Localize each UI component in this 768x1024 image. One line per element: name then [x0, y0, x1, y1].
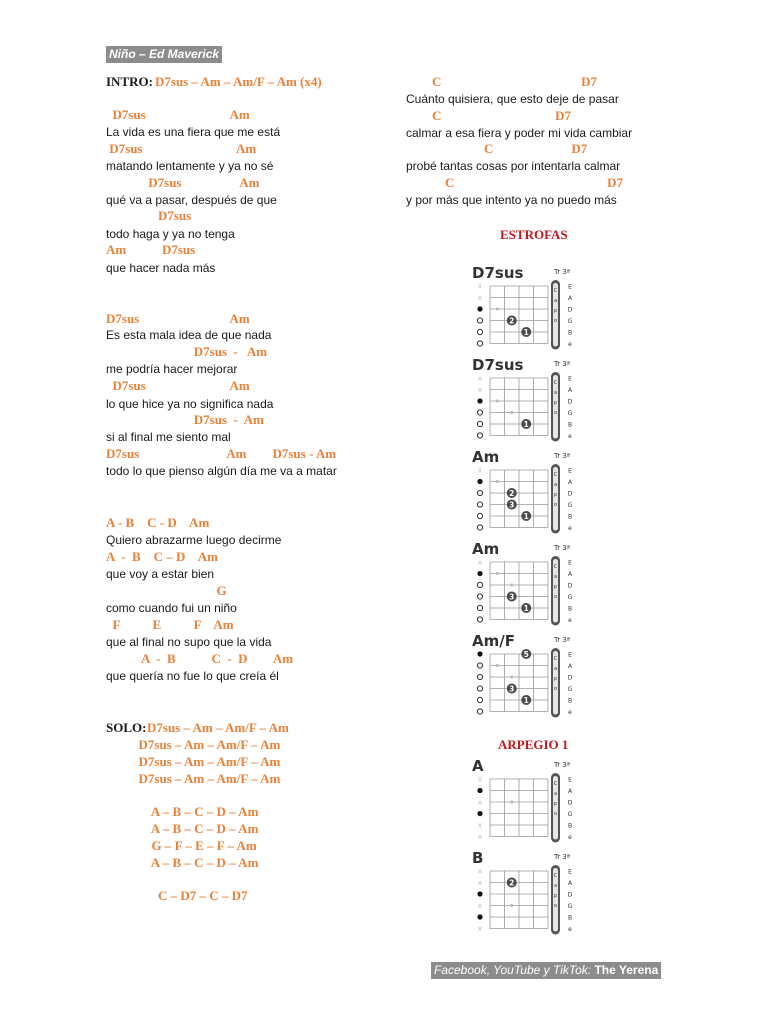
- root-string-marker: [477, 914, 482, 919]
- muted-string-marker: x: [477, 902, 483, 910]
- muted-string-marker: x: [477, 374, 483, 383]
- string-name: D: [567, 674, 573, 682]
- muted-string-marker: x: [477, 466, 483, 475]
- svg-text:C: C: [553, 873, 558, 879]
- footer-prefix: Facebook, YouTube y TikTok:: [434, 963, 595, 977]
- muted-string-marker: x: [477, 867, 483, 876]
- chord-line: D7sus Am: [106, 378, 250, 393]
- lyric-line: que quería no fue lo que creía él: [106, 669, 279, 683]
- lyric-line: que hacer nada más: [106, 261, 216, 275]
- muted-string-marker: x: [477, 879, 483, 887]
- string-name: B: [567, 822, 573, 830]
- intro-chords: D7sus – Am – Am/F – Am (x4): [155, 74, 322, 89]
- chord-diagram-name: A: [472, 757, 484, 775]
- transpose-label: Tr 3ª: [554, 636, 571, 644]
- arpegio-heading: ARPEGIO 1: [498, 737, 569, 752]
- intro-label: INTRO:: [106, 74, 153, 89]
- svg-text:o: o: [553, 502, 558, 508]
- svg-text:a: a: [553, 298, 558, 304]
- chord-line: D7sus - Am: [106, 344, 268, 359]
- transpose-label: Tr 3ª: [554, 853, 571, 861]
- svg-text:C: C: [553, 288, 558, 294]
- finger-number: 2: [509, 878, 515, 888]
- root-string-marker: [477, 571, 482, 576]
- string-name: A: [567, 479, 573, 486]
- chord-line: D7sus Am: [106, 107, 250, 122]
- svg-text:a: a: [553, 574, 558, 580]
- chord-line: D7sus: [106, 208, 192, 223]
- open-string-marker: [477, 686, 482, 691]
- string-name: G: [567, 903, 573, 910]
- chord-line: A - B C - D Am: [106, 515, 210, 530]
- open-string-marker: [477, 421, 482, 426]
- finger-number: 1: [523, 419, 529, 429]
- position-dot: [496, 399, 499, 402]
- solo-label: SOLO:: [106, 720, 147, 735]
- chord-line: D7sus Am: [106, 141, 257, 156]
- lyric-line: Es esta mala idea de que nada: [106, 328, 272, 342]
- open-string-marker: [477, 329, 482, 334]
- svg-text:a: a: [553, 482, 558, 488]
- lyric-line: que voy a estar bien: [106, 567, 215, 581]
- root-string-marker: [477, 788, 482, 793]
- chord-diagram: [462, 757, 592, 845]
- lyric-line: si al final me siento mal: [106, 430, 231, 444]
- root-string-marker: [477, 306, 482, 311]
- string-name: e: [568, 433, 572, 440]
- transpose-label: Tr 3ª: [554, 268, 571, 276]
- chord-line: Am D7sus: [106, 242, 196, 257]
- svg-text:C: C: [553, 472, 558, 478]
- chord-diagram-name: Am: [472, 448, 500, 466]
- chord-line: C D7: [406, 175, 624, 190]
- chord-diagram-name: D7sus: [472, 356, 524, 374]
- chord-line: D7sus - Am: [106, 412, 264, 427]
- string-name: B: [567, 697, 573, 705]
- position-dot: [510, 411, 513, 414]
- open-string-marker: [477, 594, 482, 599]
- transpose-label: Tr 3ª: [554, 452, 571, 460]
- chord-line: G: [106, 583, 227, 598]
- open-string-marker: [477, 341, 482, 346]
- svg-text:o: o: [553, 594, 558, 600]
- string-name: B: [567, 605, 573, 613]
- solo-line: D7sus – Am – Am/F – Am: [106, 737, 281, 752]
- chord-diagram-name: B: [472, 849, 484, 867]
- open-string-marker: [477, 502, 482, 507]
- root-string-marker: [477, 479, 482, 484]
- lyric-line: y por más que intento ya no puedo más: [406, 193, 617, 207]
- open-string-marker: [477, 433, 482, 438]
- solo-line: A – B – C – D – Am: [106, 804, 259, 820]
- string-name: A: [567, 663, 573, 670]
- svg-text:p: p: [553, 801, 558, 807]
- solo-line: G – F – E – F – Am: [106, 837, 257, 853]
- string-name: D: [567, 799, 573, 807]
- svg-text:p: p: [553, 400, 558, 406]
- lyric-line: me podría hacer mejorar: [106, 362, 238, 376]
- string-name: E: [568, 559, 572, 567]
- string-name: A: [567, 788, 573, 795]
- solo-line: A – B – C – D – Am: [106, 821, 259, 836]
- open-string-marker: [477, 709, 482, 714]
- chord-diagram: [462, 356, 592, 444]
- muted-string-marker: x: [477, 821, 483, 830]
- string-name: B: [567, 914, 573, 922]
- muted-string-marker: x: [477, 282, 483, 291]
- lyric-line: matando lentamente y ya no sé: [106, 159, 274, 173]
- string-name: e: [568, 617, 572, 624]
- chord-line: A - B C - D Am: [106, 651, 294, 666]
- finger-number: 3: [509, 592, 515, 602]
- transpose-label: Tr 3ª: [554, 544, 571, 552]
- svg-text:a: a: [553, 390, 558, 396]
- svg-text:o: o: [553, 811, 558, 817]
- string-name: e: [568, 834, 572, 841]
- muted-string-marker: x: [477, 775, 483, 784]
- muted-string-marker: x: [477, 558, 483, 567]
- finger-number: 5: [523, 649, 529, 659]
- string-name: A: [567, 387, 573, 394]
- song-title: Niño – Ed Maverick: [106, 46, 222, 63]
- open-string-marker: [477, 525, 482, 530]
- svg-text:C: C: [553, 380, 558, 386]
- muted-string-marker: x: [477, 798, 483, 807]
- lyric-line: La vida es una fiera que me está: [106, 125, 281, 139]
- string-name: A: [567, 571, 573, 578]
- open-string-marker: [477, 410, 482, 415]
- finger-number: 1: [523, 695, 529, 705]
- open-string-marker: [477, 697, 482, 702]
- string-name: E: [568, 776, 572, 784]
- lyric-line: todo lo que pienso algún día me va a matar: [106, 464, 337, 478]
- open-string-marker: [477, 617, 482, 622]
- string-name: D: [567, 398, 573, 406]
- finger-number: 1: [523, 603, 529, 613]
- chord-diagram-name: Am/F: [472, 632, 515, 650]
- svg-text:p: p: [553, 308, 558, 314]
- open-string-marker: [477, 318, 482, 323]
- position-dot: [496, 480, 499, 483]
- lyric-line: probé tantas cosas por intentarla calmar: [406, 159, 621, 173]
- lyric-line: Cuánto quisiera, que esto deje de pasar: [406, 92, 619, 106]
- chord-diagram: [462, 849, 592, 937]
- string-name: e: [568, 709, 572, 716]
- muted-string-marker: x: [477, 833, 483, 841]
- open-string-marker: [477, 490, 482, 495]
- muted-string-marker: x: [477, 294, 483, 302]
- chord-line: F E F Am: [106, 617, 234, 632]
- svg-text:p: p: [553, 584, 558, 590]
- string-name: D: [567, 306, 573, 314]
- string-name: B: [567, 513, 573, 521]
- chord-diagram: [462, 264, 592, 352]
- chord-line: D7sus Am: [106, 311, 250, 326]
- string-name: D: [567, 891, 573, 899]
- solo-line: D7sus – Am – Am/F – Am: [106, 753, 281, 769]
- string-name: G: [567, 318, 573, 325]
- string-name: B: [567, 329, 573, 337]
- open-string-marker: [477, 513, 482, 518]
- string-name: A: [567, 295, 573, 302]
- svg-text:p: p: [553, 676, 558, 682]
- string-name: A: [567, 880, 573, 887]
- string-name: E: [568, 283, 572, 291]
- finger-number: 3: [509, 500, 515, 510]
- string-name: E: [568, 868, 572, 876]
- chord-line: C D7: [406, 74, 598, 89]
- string-name: G: [567, 502, 573, 509]
- svg-text:C: C: [553, 656, 558, 662]
- svg-text:o: o: [553, 686, 558, 692]
- muted-string-marker: x: [477, 386, 483, 394]
- chord-line: C D7: [406, 141, 588, 156]
- footer-name: The Yerena: [594, 963, 659, 977]
- chord-diagram-name: D7sus: [472, 264, 524, 282]
- svg-text:o: o: [553, 903, 558, 909]
- solo-line: A – B – C – D – Am: [106, 854, 259, 870]
- string-name: e: [568, 341, 572, 348]
- transpose-label: Tr 3ª: [554, 360, 571, 368]
- solo-line: D7sus – Am – Am/F – Am: [106, 770, 281, 786]
- string-name: e: [568, 926, 572, 933]
- svg-text:C: C: [553, 564, 558, 570]
- position-dot: [510, 583, 513, 586]
- string-name: D: [567, 582, 573, 590]
- chord-diagram: [462, 540, 592, 628]
- solo-first-line: D7sus – Am – Am/F – Am: [147, 720, 289, 735]
- lyric-line: calmar a esa fiera y poder mi vida cambiar: [406, 126, 633, 140]
- lyric-line: como cuando fui un niño: [106, 601, 237, 615]
- string-name: G: [567, 410, 573, 417]
- root-string-marker: [477, 891, 482, 896]
- svg-text:p: p: [553, 492, 558, 498]
- string-name: G: [567, 686, 573, 693]
- chord-line: C D7: [406, 108, 572, 123]
- solo-line: C – D7 – C – D7: [106, 888, 248, 904]
- lyric-line: que al final no supo que la vida: [106, 635, 272, 649]
- string-name: G: [567, 594, 573, 601]
- lyric-line: lo que hice ya no significa nada: [106, 397, 274, 411]
- finger-number: 3: [509, 684, 515, 694]
- lyric-line: Quiero abrazarme luego decirme: [106, 533, 282, 547]
- open-string-marker: [477, 663, 482, 668]
- position-dot: [496, 307, 499, 310]
- string-name: E: [568, 467, 572, 475]
- chord-diagram-name: Am: [472, 540, 500, 558]
- root-string-marker: [477, 651, 482, 656]
- svg-text:C: C: [553, 781, 558, 787]
- svg-text:p: p: [553, 893, 558, 899]
- finger-number: 1: [523, 511, 529, 521]
- chord-diagram: [462, 448, 592, 536]
- svg-text:o: o: [553, 410, 558, 416]
- open-string-marker: [477, 582, 482, 587]
- position-dot: [510, 800, 513, 803]
- svg-text:a: a: [553, 883, 558, 889]
- root-string-marker: [477, 811, 482, 816]
- lyric-line: todo haga y ya no tenga: [106, 227, 235, 241]
- string-name: D: [567, 490, 573, 498]
- open-string-marker: [477, 674, 482, 679]
- position-dot: [496, 664, 499, 667]
- position-dot: [496, 572, 499, 575]
- root-string-marker: [477, 398, 482, 403]
- finger-number: 2: [509, 316, 515, 326]
- finger-number: 2: [509, 488, 515, 498]
- lyric-line: qué va a pasar, después de que: [106, 193, 277, 207]
- footer-credit: [431, 962, 661, 979]
- position-dot: [510, 675, 513, 678]
- chord-diagram: [462, 632, 592, 720]
- finger-number: 1: [523, 327, 529, 337]
- string-name: e: [568, 525, 572, 532]
- svg-text:o: o: [553, 318, 558, 324]
- chord-line: D7sus Am D7sus - Am: [106, 446, 337, 461]
- chord-line: D7sus Am: [106, 175, 260, 190]
- transpose-label: Tr 3ª: [554, 761, 571, 769]
- chord-line: A - B C – D Am: [106, 549, 218, 564]
- string-name: E: [568, 375, 572, 383]
- svg-text:a: a: [553, 666, 558, 672]
- muted-string-marker: x: [477, 925, 483, 933]
- string-name: B: [567, 421, 573, 429]
- string-name: E: [568, 651, 572, 659]
- estrofas-heading: ESTROFAS: [500, 227, 568, 242]
- open-string-marker: [477, 605, 482, 610]
- string-name: G: [567, 811, 573, 818]
- svg-text:a: a: [553, 791, 558, 797]
- position-dot: [510, 904, 513, 907]
